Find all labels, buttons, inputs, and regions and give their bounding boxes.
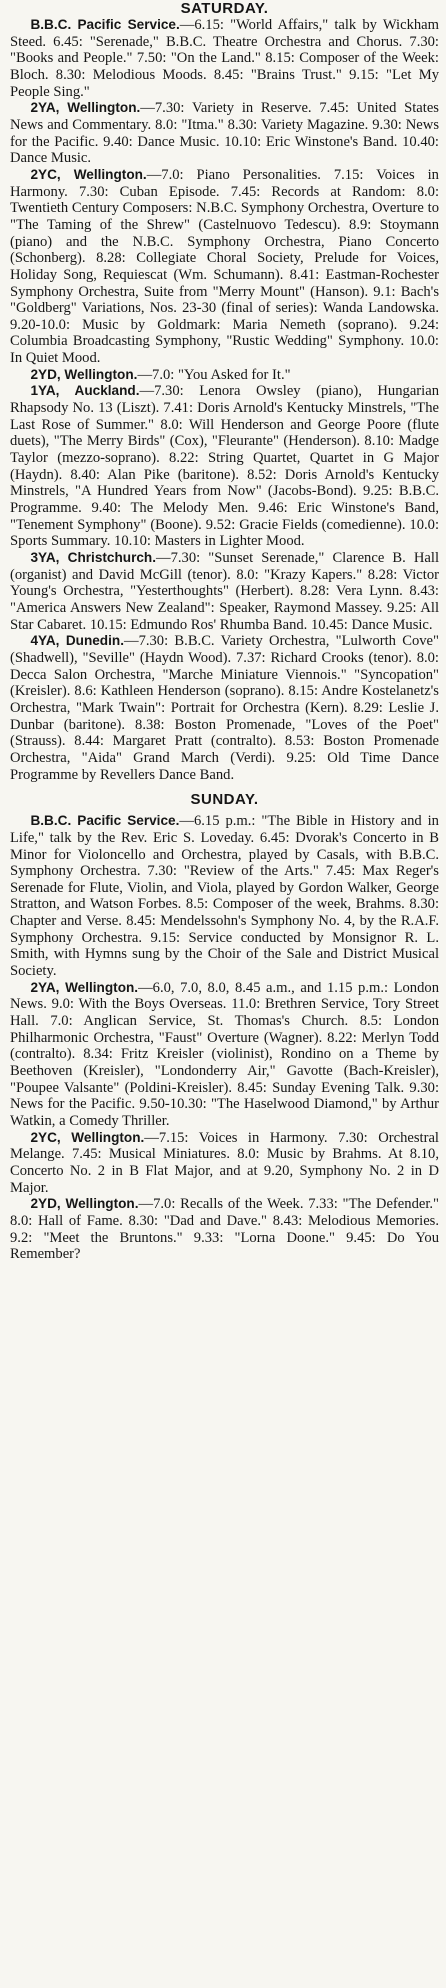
- listing-bbc-pacific-sunday: [10, 813, 439, 980]
- station-name: B.B.C. Pacific Service.: [30, 813, 180, 829]
- listing-4ya-saturday: [10, 633, 439, 783]
- listing-text: —7.30: Lenora Owsley (piano), Hungarian Rhapsody No. 13 (Liszt). 7.41: Doris Arnold's Kentucky Minstrels, "The Last Rose of Summer." 8.0: Will Henderson and George Poore (flute duets), "The Merry Birds" (Cox), "Fleurante" (Henderson). 8.10: Madge Taylor (mezzo-soprano). 8.22: String Quartet, Quartet in G Major (Haydn). 8.40: Alan Pike (baritone). 8.52: Doris Arnold's Kentucky Minstrels, "A Hundred Years from Now" (Jacobs-Bond). 9.25: B.B.C. Programme. 9.40: The Melody Men. 9.46: Eric Winstone's Band, "Tenement Symphony" (Boone). 9.52: Gracie Fields (comedienne). 10.0: Sports Summary. 10.10: Masters in Lighter Mood.: [10, 383, 439, 550]
- listing-2yd-saturday: [10, 367, 439, 384]
- listing-text: —7.30: B.B.C. Variety Orchestra, "Lulworth Cove" (Shadwell), "Seville" (Haydn Wood). 7.37: Richard Crooks (tenor). 8.0: Decca Salon Orchestra, "Marche Miniature Viennois." "Syncopation" (Kreisler). 8.6: Kathleen Henderson (soprano). 8.15: Andre Kostelanetz's Orchestra, "Mark Twain": Portrait for Orchestra (Kern). 8.29: Leslie J. Dunbar (baritone). 8.38: Boston Promenade, "Loves of the Poet" (Strauss). 8.44: Margaret Pratt (contralto). 8.53: Boston Promenade Orchestra, "Aida" Grand March (Verdi). 9.25: Old Time Dance Programme by Revellers Dance Band.: [10, 633, 439, 783]
- listing-2ya-saturday: [10, 100, 439, 167]
- listing-text: —7.0: "You Asked for It.": [137, 366, 291, 383]
- station-name: B.B.C. Pacific Service.: [30, 17, 180, 32]
- listing-3ya-saturday: [10, 550, 439, 633]
- station-name: 2YC, Wellington.: [30, 1129, 145, 1145]
- station-name: 4YA, Dunedin.: [30, 633, 124, 649]
- listing-text: —6.15: "World Affairs," talk by Wickham Steed. 6.45: "Serenade," B.B.C. Theatre Orchestra and Chorus. 7.30: "Books and People." 7.50: "On the Land." 8.15: Composer of the Week: Bloch. 8.30: Melodious Moods. 8.45: "Brains Trust." 9.15: "Let My People Sing.": [10, 17, 439, 100]
- saturday-heading: SATURDAY.: [180, 0, 269, 17]
- listing-text: —6.15 p.m.: "The Bible in History and in Life," talk by the Rev. Eric S. Loveday. 6.45: Dvorak's Concerto in B Minor for Violoncello and Orchestra, played by Casals, with B.B.C. Symphony Orchestra. 7.30: "Review of the Arts." 7.45: Max Reger's Serenade for Flute, Violin, and Viola, played by Gordon Walker, George Stratton, and Watson Forbes. 8.5: Composer of the week, Brahms. 8.30: Chapter and Verse. 8.45: Mendelssohn's Symphony No. 4, by the R.A.F. Symphony Orchestra. 9.15: Service conducted by Monsignor R. L. Smith, with Hymns sung by the Choir of the Sale and District Musical Society.: [10, 813, 439, 980]
- listing-text: —7.30: Variety in Reserve. 7.45: United States News and Commentary. 8.0: "Itma." 8.30: Variety Magazine. 9.30: News for the Pacific. 9.40: Dance Music. 10.10: Eric Winstone's Band. 10.40: Dance Music.: [10, 100, 439, 167]
- listing-text: —7.15: Voices in Harmony. 7.30: Orchestral Melange. 7.45: Musical Miniatures. 8.0: Music by Brahms. At 8.10, Concerto No. 2 in B Flat Major, and at 9.20, Symphony No. 2 in D Major.: [10, 1129, 439, 1196]
- listing-text: —6.0, 7.0, 8.0, 8.45 a.m., and 1.15 p.m.: London News. 9.0: With the Boys Overseas. 11.0: Brethren Service, Tory Street Hall. 7.0: Anglican Service, St. Thomas's Church. 8.5: London Philharmonic Orchestra, "Faust" Overture (Wagner). 8.22: Merlyn Todd (contralto). 8.34: Fritz Kreisler (violinist), Rondino on a Theme by Beethoven (Kreisler), "Londonderry Air," Gavotte (Bach-Kreisler), "Poupee Valsante" (Poldini-Kreisler). 8.45: Sunday Evening Talk. 9.30: News for the Pacific. 9.50-10.30: "The Haselwood Diamond," by Arthur Watkin, a Comedy Thriller.: [10, 979, 439, 1129]
- listing-2yd-sunday: [10, 1196, 439, 1263]
- station-name: 2YD, Wellington.: [30, 1196, 139, 1212]
- station-name: 2YA, Wellington.: [30, 100, 141, 116]
- listing-2yc-saturday: [10, 167, 439, 367]
- listing-2ya-sunday: [10, 980, 439, 1130]
- station-name: 2YA, Wellington.: [30, 979, 139, 995]
- listing-text: —7.0: Piano Personalities. 7.15: Voices in Harmony. 7.30: Cuban Episode. 7.45: Records at Random: 8.0: Twentieth Century Composers: N.B.C. Symphony Orchestra, Overture to "The Taming of the Shrew" (Castelnuovo Tedescu). 8.9: Stoymann (piano) and the N.B.C. Symphony Orchestra, Piano Concerto (Schonberg). 8.28: Collegiate Choral Society, Prelude for Voices, Holiday Song, Requiescat (Wm. Schumann). 8.41: Eastman-Rochester Symphony Orchestra, Suite from "Merry Mount" (Hanson). 9.1: Bach's "Goldberg" Variations, Nos. 23-30 (final of series): Wanda Landowska. 9.20-10.0: Music by Goldmark: Maria Nemeth (soprano). 9.24: Columbia Broadcasting Symphony, "Rustic Wedding" Symphony. 10.0: In Quiet Mood.: [10, 166, 439, 367]
- station-name: 2YC, Wellington.: [30, 166, 147, 182]
- listing-text: —7.30: "Sunset Serenade," Clarence B. Hall (organist) and David McGill (tenor). 8.0: "Krazy Kapers." 8.28: Victor Young's Orchestra, "Yesterthoughts" (Herbert). 8.28: Vera Lynn. 8.43: "America Answers New Zealand": Speaker, Raymond Massey. 9.25: All Star Cabaret. 10.15: Edmundo Ros' Rhumba Band. 10.45: Dance Music.: [10, 550, 439, 633]
- listing-1ya-saturday: [10, 383, 439, 550]
- station-name: 1YA, Auckland.: [30, 383, 140, 399]
- listing-text: —7.0: Recalls of the Week. 7.33: "The Defender." 8.0: Hall of Fame. 8.30: "Dad and Dave." 8.43: Melodious Memories. 9.2: "Meet the Bruntons." 9.33: "Lorna Doone." 9.45: Do You Remember?: [10, 1196, 439, 1263]
- station-name: 3YA, Christchurch.: [30, 550, 157, 565]
- station-name: 2YD, Wellington.: [30, 366, 138, 382]
- listing-bbc-pacific-saturday: [10, 17, 439, 100]
- listing-2yc-sunday: [10, 1130, 439, 1197]
- sunday-heading: SUNDAY.: [190, 791, 259, 809]
